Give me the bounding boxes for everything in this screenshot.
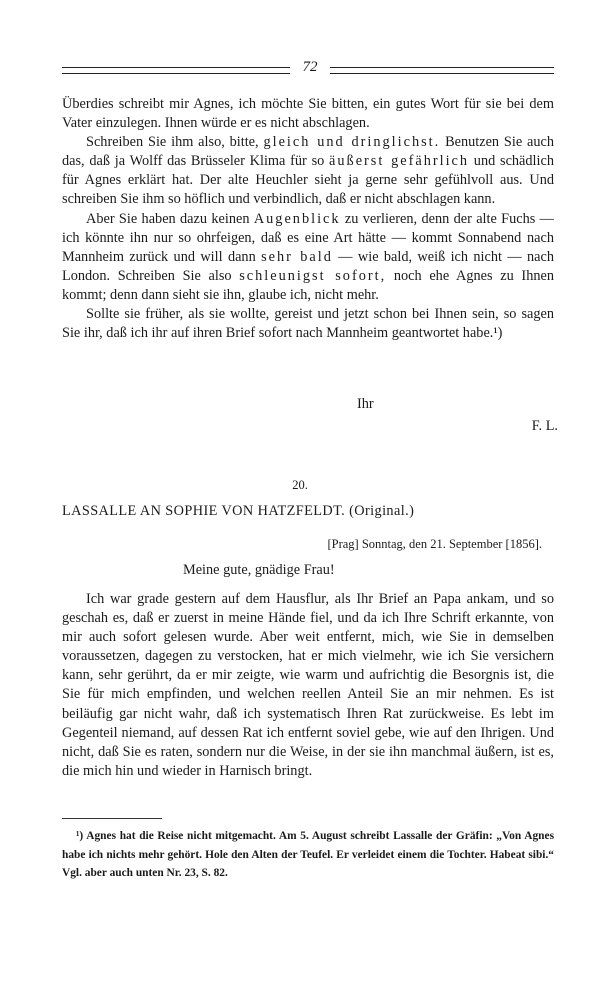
- emphasis-gleich: gleich und dringlichst.: [263, 134, 441, 151]
- footnote-rule: [62, 818, 162, 819]
- paragraph-2: [62, 133, 554, 209]
- emphasis-schleunigst: schleunigst sofort,: [239, 267, 387, 284]
- paragraph-3-text-b: zu verlieren, denn der alte Fuchs — ich könnte ihn nur so ohrfeigen, daß es eine Art hätte — kommt Sonnabend nach Mannheim zurück und will dann: [62, 210, 554, 265]
- letter-body: [62, 590, 554, 781]
- letter-body-paragraph: Ich war grade gestern auf dem Hausflur, als Ihr Brief an Papa ankam, und so geschah es, daß er zuerst in meine Hände fiel, und da ich Ihre Schrift erkannte, von mir auch sofort gelesen wurde. Aber weit entfernt, mich, wie Sie in demselben voraussetzen, dagegen zu verstocken, hat er mich vielmehr, wie ich Sie versichern kann, sehr gerührt, da er mir zeigte, wie warm und aufrichtig die Besorgnis ist, die Sie für mich empfinden, und welchen reellen Anteil Sie an mir nehmen. Es ist beiläufig gar nicht wahr, daß ich systematisch Ihren Rat zurückweise. Es lebt im Gegenteil niemand, auf dessen Rat ich entfernt soviel gebe, wie auf den Ihrigen. Und nicht, daß Sie es raten, sondern nur die Weise, in der sie ihn manchmal äußern, ist es, die mich hin und wieder in Harnisch bringt.: [62, 591, 554, 779]
- signature: F. L.: [531, 418, 558, 434]
- paragraph-3-text-c: — wie bald, weiß ich nicht — nach London. Schreiben Sie also: [62, 248, 554, 284]
- paragraph-1: [62, 95, 554, 133]
- letter-continuation: [62, 95, 554, 343]
- footnote: ¹) Agnes hat die Reise nicht mitgemacht. Am 5. August schreibt Lassalle der Gräfin: „Von Agnes habe ich nichts mehr gehört. Hole den Alten der Teufel. Er verleidet einem die Tochter. Habeat sibi.“ Vgl. aber auch unten Nr. 23, S. 82.: [62, 830, 554, 879]
- paragraph-3: [62, 210, 554, 305]
- page-number: 72: [302, 59, 318, 75]
- paragraph-3-text-d: noch ehe Agnes zu Ihnen kommt; denn dann sieht sie ihn, glaube ich, nicht mehr.: [62, 267, 554, 303]
- paragraph-4: [62, 305, 554, 343]
- letter-number: 20.: [292, 478, 308, 492]
- paragraph-2-text-c: und schädlich für Agnes erklärt hat. Der alte Heuchler sieht ja gerne sehr gefühlvoll aus. Und schreiben Sie ihm so höflich und verbindlich, daß er nicht abschlagen kann.: [62, 153, 554, 208]
- paragraph-2-text-a: Schreiben Sie ihm also, bitte,: [86, 134, 264, 151]
- page-header: [62, 58, 554, 82]
- paragraph-4-text: Sollte sie früher, als sie wollte, gereist und jetzt schon bei Ihnen sein, so sagen Sie ihr, daß ich ihr auf ihren Brief sofort nach Mannheim geantwortet habe.¹): [62, 306, 554, 342]
- letter-salutation: Meine gute, gnädige Frau!: [183, 562, 335, 578]
- letter-dateline: [Prag] Sonntag, den 21. September [1856].: [327, 537, 542, 551]
- letter-heading: LASSALLE AN SOPHIE VON HATZFELDT. (Original.): [62, 503, 415, 519]
- header-rule-right: [330, 67, 554, 74]
- header-rule-left: [62, 67, 290, 74]
- emphasis-augenblick: Augenblick: [253, 210, 341, 227]
- closing-ihr: Ihr: [357, 396, 374, 412]
- paragraph-2-text-b: Benutzen Sie auch das, daß ja Wolff das Brüsseler Klima für so: [62, 134, 554, 170]
- emphasis-gefaehrlich: äußerst gefährlich: [329, 153, 470, 170]
- paragraph-1-text: Überdies schreibt mir Agnes, ich möchte Sie bitten, ein gutes Wort für sie bei dem Vater einzulegen. Ihnen würde er es nicht abschlagen.: [62, 96, 554, 132]
- paragraph-3-text-a: Aber Sie haben dazu keinen: [86, 210, 254, 227]
- emphasis-sehr-bald: sehr bald: [261, 248, 333, 265]
